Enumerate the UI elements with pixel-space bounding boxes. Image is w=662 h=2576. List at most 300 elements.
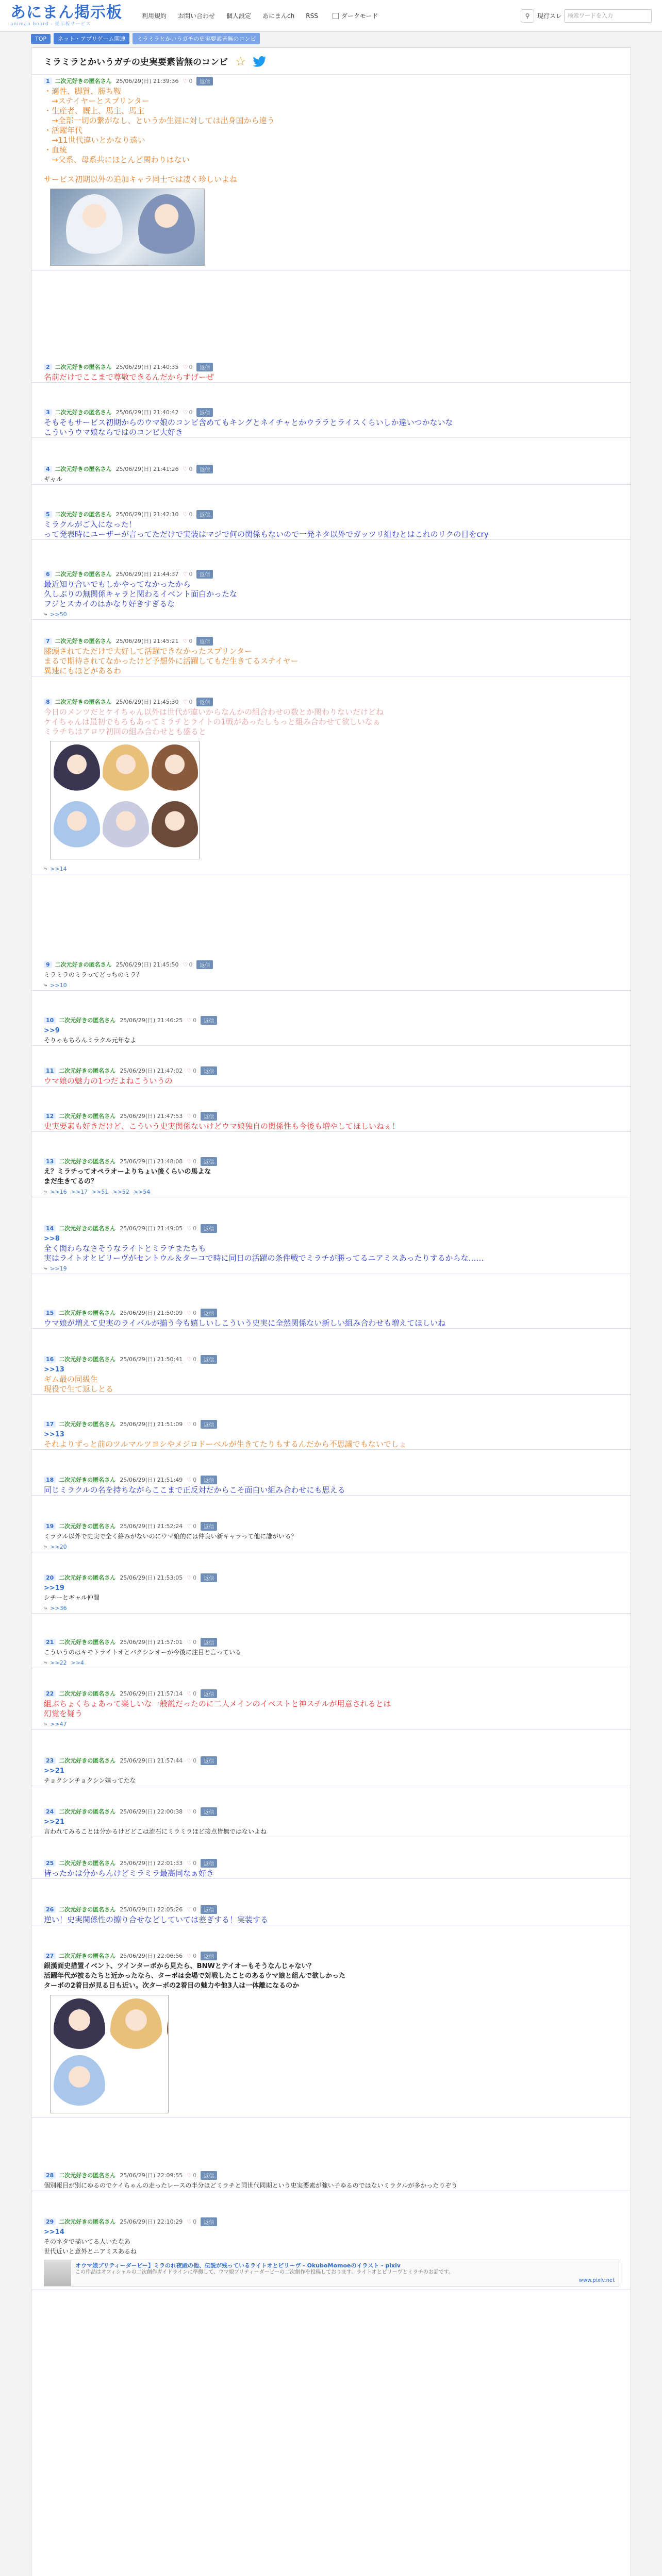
link-url[interactable]: www.pixiv.net <box>578 2278 615 2283</box>
poster-name: 二次元好きの匿名さん <box>55 571 112 578</box>
reply-list <box>31 1719 631 1729</box>
like-heart-icon[interactable]: ♡ <box>187 1690 192 1697</box>
character-figure <box>54 1998 105 2060</box>
post <box>31 2216 631 2290</box>
post-header <box>31 1223 631 1234</box>
like-count: 0 <box>189 465 193 472</box>
character-figure <box>66 194 123 266</box>
post-line: 実はライトオとビリーヴがセントウル＆ターコで時に同日の活躍の条件戦でミラチが勝ってるニアミスあったりするからな…… <box>44 1253 484 1263</box>
like-heart-icon[interactable]: ♡ <box>187 1757 192 1764</box>
reply-list <box>31 1657 631 1668</box>
like-count: 0 <box>193 1574 197 1581</box>
reply-anchor[interactable]: >>22 <box>50 1659 67 1666</box>
reply-anchor[interactable]: >>52 <box>112 1188 129 1195</box>
like-count: 0 <box>193 1952 197 1959</box>
post-line: ・血統 <box>44 145 68 155</box>
post-number[interactable]: 7 <box>44 638 52 645</box>
reply-anchor[interactable]: >>17 <box>71 1188 88 1195</box>
reply-button[interactable]: 返信 <box>196 698 213 706</box>
search-icon[interactable]: ⚲ <box>521 9 534 23</box>
reply-anchor[interactable]: >>14 <box>50 865 67 872</box>
post-number[interactable]: 11 <box>44 1067 56 1074</box>
like-heart-icon[interactable]: ♡ <box>183 961 188 968</box>
like-count: 0 <box>193 1016 197 1024</box>
post <box>31 1572 631 1614</box>
nav-settings[interactable]: 個人設定 <box>226 12 252 20</box>
post-line: それよりずっと前のツルマルツヨシやメジロドーベルが生きてたりもするんだから不思議でもないでしょ <box>44 1439 407 1449</box>
link-preview-card[interactable] <box>44 2260 619 2286</box>
post-date: 25/06/29(日) 21:45:50 <box>115 961 179 968</box>
like-heart-icon[interactable]: ♡ <box>183 637 188 645</box>
post <box>31 1806 631 1837</box>
post-body <box>31 1817 631 1837</box>
like-count: 0 <box>193 1225 197 1232</box>
post <box>31 1950 631 2118</box>
post-body <box>31 1766 631 1786</box>
like-count: 0 <box>193 2172 197 2179</box>
post-header <box>31 463 631 474</box>
reply-arrow-icon: ⤷ <box>44 1543 47 1550</box>
post-header <box>31 406 631 418</box>
character-figure <box>152 744 198 801</box>
post-date: 25/06/29(日) 21:39:36 <box>115 78 179 84</box>
poster-name: 二次元好きの匿名さん <box>59 1225 116 1232</box>
reply-arrow-icon: ⤷ <box>44 1720 47 1727</box>
reply-button[interactable]: 返信 <box>201 1573 217 1582</box>
like-heart-icon[interactable]: ♡ <box>187 1906 192 1913</box>
post <box>31 696 631 874</box>
reply-anchor[interactable]: >>4 <box>71 1659 85 1666</box>
post-body <box>31 1532 631 1541</box>
breadcrumb-thread[interactable]: ミラミラとかいうガチの史実要素皆無のコンビ <box>133 33 260 44</box>
post-line: フジとスカイのはかなり好きすぎるな <box>44 599 175 608</box>
post-body <box>31 580 631 609</box>
reply-button[interactable]: 返信 <box>201 1420 217 1429</box>
post <box>31 1474 631 1496</box>
post-line: 幻覚を疑う <box>44 1709 83 1718</box>
post-body <box>31 1318 631 1328</box>
poster-name: 二次元好きの匿名さん <box>55 466 112 472</box>
post <box>31 1857 631 1879</box>
post-number[interactable]: 23 <box>44 1757 56 1764</box>
reply-button[interactable]: 返信 <box>196 363 213 371</box>
post-line: 言われてみることは分かるけどどこは流石にミラミラほど接点皆無ではないよね <box>44 1828 267 1835</box>
twitter-share-icon[interactable] <box>252 54 267 69</box>
like-heart-icon[interactable]: ♡ <box>183 363 188 370</box>
post-line: サービス初期以外の追加キャラ同士では凄く珍しいよね <box>44 175 238 184</box>
anchor-link[interactable]: >>9 <box>44 1027 60 1035</box>
post-header <box>31 1110 631 1122</box>
post-line: ・活躍年代 <box>44 126 83 135</box>
reply-anchor[interactable]: >>19 <box>50 1265 67 1272</box>
nav-terms[interactable]: 利用規約 <box>142 12 167 20</box>
post-number[interactable]: 4 <box>44 466 52 472</box>
reply-arrow-icon: ⤷ <box>44 1265 47 1272</box>
reply-button[interactable]: 返信 <box>201 1522 217 1531</box>
post-body <box>31 372 631 382</box>
like-count: 0 <box>193 1158 197 1165</box>
post-header <box>31 1418 631 1430</box>
like-heart-icon[interactable]: ♡ <box>187 1522 192 1530</box>
anchor-link[interactable]: >>21 <box>44 1767 64 1775</box>
post-body <box>31 707 631 737</box>
post <box>31 1307 631 1329</box>
site-header <box>0 0 662 32</box>
reply-list <box>31 980 631 990</box>
post-line: って発表時にユーザーが言ってただけで実装はマジで何の関係もないので一発ネタ以外でガッツリ組むとはこれのリクの目をcry <box>44 530 489 539</box>
like-heart-icon[interactable]: ♡ <box>187 1309 192 1316</box>
post-header <box>31 1474 631 1485</box>
like-heart-icon[interactable]: ♡ <box>183 511 188 518</box>
dark-mode-checkbox[interactable] <box>333 13 339 19</box>
post-number[interactable]: 6 <box>44 571 52 578</box>
post-number[interactable]: 17 <box>44 1421 56 1428</box>
anchor-link[interactable]: >>8 <box>44 1235 60 1243</box>
post <box>31 635 631 676</box>
like-heart-icon[interactable]: ♡ <box>183 570 188 578</box>
poster-name: 二次元好きの匿名さん <box>59 1421 116 1428</box>
like-count: 0 <box>193 2218 197 2225</box>
like-heart-icon[interactable]: ♡ <box>187 1420 192 1428</box>
reply-button[interactable]: 返信 <box>201 1016 217 1025</box>
thread-header <box>31 48 631 75</box>
post-number[interactable]: 26 <box>44 1906 56 1913</box>
post-line: まだ生きてるの？ <box>44 1178 98 1185</box>
post-body <box>31 1122 631 1131</box>
reply-button[interactable]: 返信 <box>196 510 213 519</box>
post-line: チョクシンチョクシン嬉ってたな <box>44 1777 136 1784</box>
site-logo[interactable] <box>10 5 131 27</box>
post <box>31 959 631 991</box>
reply-list <box>31 1263 631 1274</box>
reply-button[interactable]: 返信 <box>201 1476 217 1484</box>
post <box>31 1014 631 1046</box>
post-body <box>31 1915 631 1925</box>
post <box>31 1688 631 1730</box>
like-count: 0 <box>193 1420 197 1428</box>
like-heart-icon[interactable]: ♡ <box>187 1112 192 1120</box>
poster-name: 二次元好きの匿名さん <box>55 699 112 705</box>
post-date: 25/06/29(日) 21:40:35 <box>115 364 179 370</box>
like-count: 0 <box>189 409 193 416</box>
like-heart-icon[interactable]: ♡ <box>183 698 188 705</box>
anchor-link[interactable]: >>19 <box>44 1584 64 1592</box>
like-heart-icon[interactable]: ♡ <box>183 77 188 84</box>
reply-button[interactable]: 返信 <box>196 637 213 646</box>
anchor-link[interactable]: >>13 <box>44 1431 64 1438</box>
character-figure <box>54 2055 105 2113</box>
like-count: 0 <box>193 1355 197 1363</box>
post-body <box>31 87 631 184</box>
post-date: 25/06/29(日) 21:49:05 <box>120 1225 183 1232</box>
post-image[interactable] <box>50 1995 169 2113</box>
post-number[interactable]: 9 <box>44 961 52 968</box>
reply-button[interactable]: 返信 <box>201 2217 217 2226</box>
post-body <box>31 1365 631 1394</box>
post-number[interactable]: 27 <box>44 1953 56 1959</box>
post-line: そのネタで描いてる人いたなあ <box>44 2238 131 2245</box>
reply-button[interactable]: 返信 <box>201 1952 217 1960</box>
post-body <box>31 2227 631 2257</box>
post-date: 25/06/29(日) 21:45:21 <box>115 638 179 645</box>
poster-name: 二次元好きの匿名さん <box>59 1860 116 1867</box>
post-line: →全部一切の繋がなし、というか生涯に対しては出身国から違う <box>44 116 275 125</box>
post-header <box>31 361 631 372</box>
reply-anchor[interactable]: >>54 <box>133 1188 151 1195</box>
search-bar <box>521 9 652 23</box>
post-date: 25/06/29(日) 22:06:56 <box>120 1953 183 1959</box>
post-date: 25/06/29(日) 21:40:42 <box>115 409 179 416</box>
post-line: ターボの2着目が見る日も近い。次ターボの2着目の魅力や他3人は一体離になるのか <box>44 1982 300 1990</box>
character-figure <box>152 801 198 858</box>
post-date: 25/06/29(日) 21:57:14 <box>120 1690 183 1697</box>
reply-button[interactable]: 返信 <box>201 1905 217 1914</box>
post-line: ミラチちはアロワ初回の組み合わせとも盛ると <box>44 727 207 736</box>
poster-name: 二次元好きの匿名さん <box>55 364 112 370</box>
nav-contact[interactable]: お問い合わせ <box>178 12 216 20</box>
post <box>31 509 631 540</box>
post-number[interactable]: 2 <box>44 364 52 370</box>
link-title[interactable]: オウマ娘プリティーダービー】ミラのれ夜殿の他、伝説が残っているライトオとビリーヴ - OkuboMomoeのイラスト - pixiv <box>75 2262 401 2269</box>
reply-button[interactable]: 返信 <box>201 1807 217 1816</box>
post-number[interactable]: 24 <box>44 1808 56 1815</box>
reply-button[interactable]: 返信 <box>201 1309 217 1317</box>
like-heart-icon[interactable]: ♡ <box>187 2172 192 2179</box>
post-line: こういうウマ娘ならではのコンビ大好き <box>44 428 183 437</box>
poster-name: 二次元好きの匿名さん <box>59 1690 116 1697</box>
post <box>31 1353 631 1395</box>
post-line: そもそもサービス初期からのウマ娘のコンビ含めてもキングとネイチャとかウララとライスくらいしか違いつかないな <box>44 418 453 427</box>
post-date: 25/06/29(日) 22:00:38 <box>120 1808 183 1815</box>
reply-anchor[interactable]: >>51 <box>92 1188 109 1195</box>
post-number[interactable]: 16 <box>44 1356 56 1363</box>
reply-arrow-icon: ⤷ <box>44 611 47 617</box>
poster-name: 二次元好きの匿名さん <box>59 1310 116 1316</box>
like-heart-icon[interactable]: ♡ <box>187 1067 192 1074</box>
reply-button[interactable]: 返信 <box>196 465 213 473</box>
post-number[interactable]: 29 <box>44 2218 56 2225</box>
post <box>31 1065 631 1087</box>
post-number[interactable]: 5 <box>44 511 52 518</box>
post-number[interactable]: 3 <box>44 409 52 416</box>
breadcrumb <box>31 32 631 45</box>
post-number[interactable]: 20 <box>44 1574 56 1581</box>
post-header <box>31 1307 631 1318</box>
reply-button[interactable]: 返信 <box>196 77 213 86</box>
breadcrumb-category[interactable]: ネット・アプリゲーム関連 <box>54 33 129 44</box>
post-number[interactable]: 19 <box>44 1523 56 1530</box>
reply-anchor[interactable]: >>50 <box>50 611 67 618</box>
post <box>31 1110 631 1132</box>
reply-anchor[interactable]: >>20 <box>50 1543 67 1550</box>
reply-arrow-icon: ⤷ <box>44 1604 47 1611</box>
like-count: 0 <box>189 363 193 370</box>
post-header <box>31 1688 631 1699</box>
nav-animanch[interactable]: あにまんch <box>262 12 295 20</box>
post-line: 組ぶちょくちょあって楽しいな一般説だったのに二人メインのイベストと神スチルが用意されるとは <box>44 1699 391 1708</box>
poster-name: 二次元好きの匿名さん <box>59 1757 116 1764</box>
like-heart-icon[interactable]: ♡ <box>187 1016 192 1024</box>
reply-button[interactable]: 返信 <box>201 1756 217 1765</box>
post-line: え？ミラチってオペラオーよりちょい後くらいの馬よな <box>44 1168 211 1176</box>
post-date: 25/06/29(日) 21:57:44 <box>120 1757 183 1764</box>
reply-button[interactable]: 返信 <box>201 1112 217 1121</box>
like-heart-icon[interactable]: ♡ <box>187 1225 192 1232</box>
post-number[interactable]: 8 <box>44 699 52 705</box>
reply-button[interactable]: 返信 <box>196 960 213 969</box>
post-line: ウマ娘が増えて史実のライバルが揃う今も嬉しいしこういう史実に全然関係ない新しい組み合わせも増えてほしいね <box>44 1318 446 1328</box>
logo-subtitle: animan board - 掲示板サービス <box>10 21 91 27</box>
post-line: ウマ娘の魅力の1つだよねこういうの <box>44 1076 173 1086</box>
post-line: 同じミラクルの名を持ちながらここまで正反対だからこそ面白い組み合わせにも思える <box>44 1485 345 1495</box>
post-number[interactable]: 28 <box>44 2172 56 2179</box>
reply-button[interactable]: 返信 <box>201 1066 217 1075</box>
post-line: 久しぶりの無関係キャラと関わるイベント面白かったな <box>44 589 238 599</box>
like-heart-icon[interactable]: ♡ <box>187 1158 192 1165</box>
search-input[interactable]: 検索ワードを入力 <box>564 9 652 23</box>
post-number[interactable]: 25 <box>44 1860 56 1867</box>
post-number[interactable]: 10 <box>44 1017 56 1024</box>
post-body <box>31 1026 631 1045</box>
post <box>31 1156 631 1197</box>
post-number[interactable]: 1 <box>44 78 52 84</box>
poster-name: 二次元好きの匿名さん <box>59 1523 116 1530</box>
post-body <box>31 1869 631 1878</box>
post-line: 史実要素も好きだけど、こういう史実関係ないけどウマ娘独自の関係性も今後も増やしてほしいねぇ！ <box>44 1122 400 1131</box>
poster-name: 二次元好きの匿名さん <box>55 638 112 645</box>
post-header <box>31 1520 631 1532</box>
like-count: 0 <box>193 1808 197 1815</box>
poster-name: 二次元好きの匿名さん <box>59 1017 116 1024</box>
post-body <box>31 474 631 484</box>
poster-name: 二次元好きの匿名さん <box>59 1067 116 1074</box>
post-header <box>31 1755 631 1766</box>
post-line <box>44 165 619 175</box>
character-figure <box>167 1998 169 2060</box>
like-count: 0 <box>193 1476 197 1483</box>
post-line: まるで期待されてなかったけど予想外に活躍してもだ生きてるステイヤー <box>44 656 299 666</box>
reply-button[interactable]: 返信 <box>196 408 213 417</box>
dark-mode-toggle[interactable] <box>333 11 378 20</box>
post <box>31 1904 631 1925</box>
like-heart-icon[interactable]: ♡ <box>187 1574 192 1581</box>
post-number[interactable]: 14 <box>44 1225 56 1232</box>
reply-button[interactable]: 返信 <box>201 2171 217 2180</box>
post-number[interactable]: 18 <box>44 1477 56 1483</box>
reply-list <box>31 1187 631 1197</box>
like-heart-icon[interactable]: ♡ <box>187 1355 192 1363</box>
nav-rss[interactable]: RSS <box>306 12 318 20</box>
reply-button[interactable]: 返信 <box>201 1638 217 1647</box>
like-count: 0 <box>189 698 193 705</box>
anchor-link[interactable]: >>21 <box>44 1818 64 1826</box>
post-date: 25/06/29(日) 21:47:02 <box>120 1067 183 1074</box>
like-heart-icon[interactable]: ♡ <box>187 1952 192 1959</box>
post-date: 25/06/29(日) 21:45:30 <box>115 699 179 705</box>
reply-arrow-icon: ⤷ <box>44 1188 47 1195</box>
search-scope-select[interactable]: 現行スレ <box>537 12 562 20</box>
reply-arrow-icon: ⤷ <box>44 865 47 872</box>
post-number[interactable]: 15 <box>44 1310 56 1316</box>
reply-button[interactable]: 返信 <box>196 570 213 579</box>
post-header <box>31 1950 631 1961</box>
post-date: 25/06/29(日) 22:01:33 <box>120 1860 183 1867</box>
post-header <box>31 568 631 580</box>
like-heart-icon[interactable]: ♡ <box>187 1476 192 1483</box>
post-header <box>31 1156 631 1167</box>
like-heart-icon[interactable]: ♡ <box>187 1638 192 1646</box>
post-date: 25/06/29(日) 21:46:25 <box>120 1017 183 1024</box>
like-heart-icon[interactable]: ♡ <box>183 465 188 472</box>
post <box>31 2170 631 2191</box>
post-number[interactable]: 21 <box>44 1639 56 1646</box>
poster-name: 二次元好きの匿名さん <box>55 409 112 416</box>
like-heart-icon[interactable]: ♡ <box>187 2218 192 2225</box>
post-date: 25/06/29(日) 22:10:29 <box>120 2218 183 2225</box>
reply-button[interactable]: 返信 <box>201 1355 217 1364</box>
like-count: 0 <box>189 77 193 84</box>
post-body <box>31 2181 631 2191</box>
like-count: 0 <box>193 1690 197 1697</box>
post-line: そりゃもちろんミラクル元年なよ <box>44 1037 137 1044</box>
post-body <box>31 1076 631 1086</box>
favorite-star-icon[interactable]: ☆ <box>235 54 246 69</box>
poster-name: 二次元好きの匿名さん <box>55 78 112 84</box>
poster-name: 二次元好きの匿名さん <box>59 2218 116 2225</box>
post-number[interactable]: 22 <box>44 1690 56 1697</box>
reply-anchor[interactable]: >>47 <box>50 1720 67 1727</box>
like-count: 0 <box>193 1309 197 1316</box>
post-line: シチーとギャル仲間 <box>44 1594 100 1601</box>
logo-title: あにまん掲示板 <box>10 3 122 22</box>
anchor-link[interactable]: >>14 <box>44 2228 64 2236</box>
post-header <box>31 75 631 87</box>
post-number[interactable]: 13 <box>44 1158 56 1165</box>
post-line: 膝頭されてただけで大好して活躍できなかったスプリンター <box>44 647 252 656</box>
anchor-link[interactable]: >>13 <box>44 1366 64 1374</box>
poster-name: 二次元好きの匿名さん <box>59 1158 116 1165</box>
post-image[interactable] <box>50 741 200 859</box>
reply-anchor[interactable]: >>36 <box>50 1604 67 1612</box>
post-line: ・生産者、厩上、馬主、馬主 <box>44 106 145 115</box>
like-heart-icon[interactable]: ♡ <box>183 409 188 416</box>
dark-mode-label: ダークモード <box>341 12 378 20</box>
reply-button[interactable]: 返信 <box>201 1689 217 1698</box>
post-header <box>31 1904 631 1915</box>
like-heart-icon[interactable]: ♡ <box>187 1859 192 1867</box>
post-body <box>31 1961 631 1991</box>
like-heart-icon[interactable]: ♡ <box>187 1808 192 1815</box>
post-header <box>31 1636 631 1648</box>
post-date: 25/06/29(日) 21:57:01 <box>120 1639 183 1646</box>
post-date: 25/06/29(日) 21:51:09 <box>120 1421 183 1428</box>
post-header <box>31 509 631 520</box>
poster-name: 二次元好きの匿名さん <box>55 961 112 968</box>
reply-button[interactable]: 返信 <box>201 1859 217 1868</box>
reply-button[interactable]: 返信 <box>201 1157 217 1166</box>
post-line: 皆ったかは分からんけどミラミラ最高同なぁ好き <box>44 1869 214 1878</box>
reply-anchor[interactable]: >>10 <box>50 981 67 989</box>
reply-button[interactable]: 返信 <box>201 1224 217 1233</box>
post-image[interactable] <box>50 189 205 266</box>
like-count: 0 <box>189 570 193 578</box>
post-date: 25/06/29(日) 21:50:41 <box>120 1356 183 1363</box>
post-date: 25/06/29(日) 21:47:53 <box>120 1113 183 1120</box>
post-number[interactable]: 12 <box>44 1113 56 1120</box>
poster-name: 二次元好きの匿名さん <box>59 1808 116 1815</box>
reply-anchor[interactable]: >>16 <box>50 1188 67 1195</box>
breadcrumb-top[interactable]: TOP <box>31 34 51 44</box>
